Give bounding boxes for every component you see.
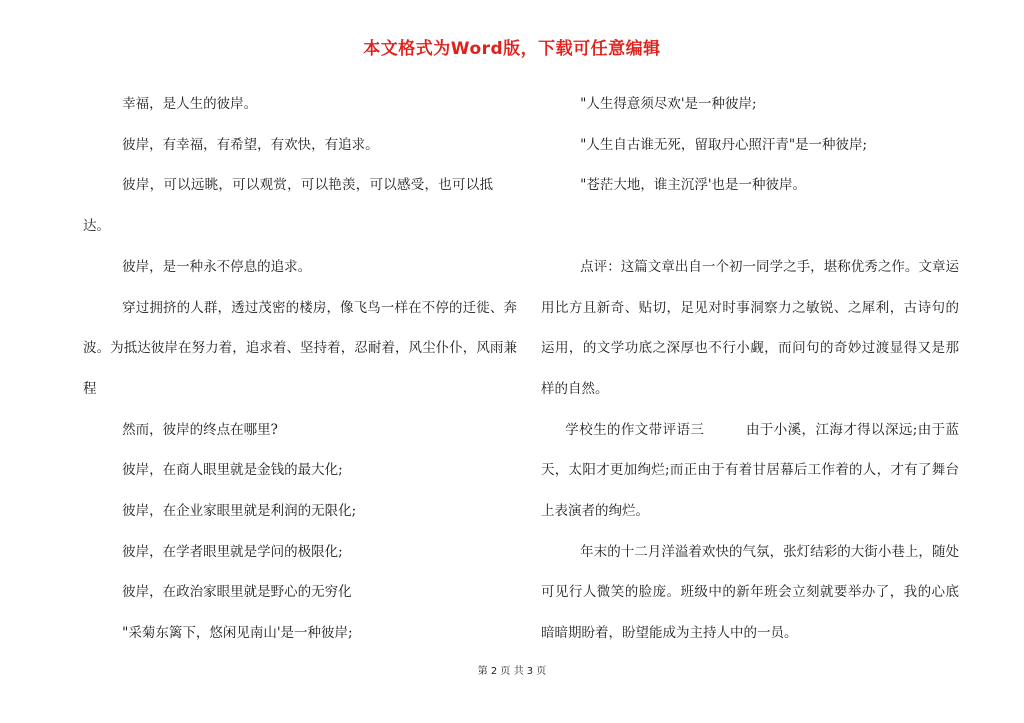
paragraph: 彼岸，在学者眼里就是学问的极限化; [122,543,343,560]
paragraph: 彼岸，有幸福，有希望，有欢快，有追求。 [122,136,379,153]
paragraph: "苍茫大地，谁主沉浮'也是一种彼岸。 [580,177,807,194]
paragraph: "采菊东篱下，悠闲见南山'是一种彼岸; [122,625,353,642]
paragraph: 彼岸，是一种永不停息的追求。 [122,258,312,275]
paragraph: 幸福，是人生的彼岸。 [122,96,258,112]
watermark-banner: 本文格式为Word版，下载可任意编辑 [363,39,661,59]
paragraph: "人生得意须尽欢'是一种彼岸; [580,96,757,112]
commentary-paragraph: 点评：这篇文章出自一个初一同学之手，堪称优秀之作。文章运用比方且新奇、贴切，足见对时事洞察力之敏锐、之犀利，古诗句的运用，的文学功底之深厚也不行小觑，而问句的奇妙过渡显得又是那样的自然。 [541,258,959,397]
paragraph: "人生自古谁无死，留取丹心照汗青"是一种彼岸; [580,136,868,153]
left-column [83,84,517,654]
page-number: 第 2 页 共 3 页 [477,666,547,677]
right-column [541,84,959,654]
paragraph: 彼岸，在政治家眼里就是野心的无穷化 [122,584,352,601]
paragraph: 然而，彼岸的终点在哪里? [122,421,278,438]
paragraph: 彼岸，在企业家眼里就是利润的无限化; [122,503,357,520]
paragraph: 年末的十二月洋溢着欢快的气氛，张灯结彩的大街小巷上，随处可见行人微笑的脸庞。班级中的新年班会立刻就要举办了，我的心底暗暗期盼着，盼望能成为主持人中的一员。 [541,543,959,642]
paragraph: 彼岸，在商人眼里就是金钱的最大化; [122,462,343,479]
paragraph: 学校生的作文带评语三 由于小溪，江海才得以深远;由于蓝天，太阳才更加绚烂;而正由于有着甘居幕后工作着的人，才有了舞台上表演者的绚烂。 [541,421,959,520]
paragraph: 彼岸，可以远眺，可以观赏，可以艳羡，可以感受，也可以抵达。 [83,177,493,235]
paragraph: 穿过拥挤的人群，透过茂密的楼房，像飞鸟一样在不停的迁徙、奔波。为抵达彼岸在努力着，追求着、坚持着，忍耐着，风尘仆仆，风雨兼程 [83,299,517,397]
